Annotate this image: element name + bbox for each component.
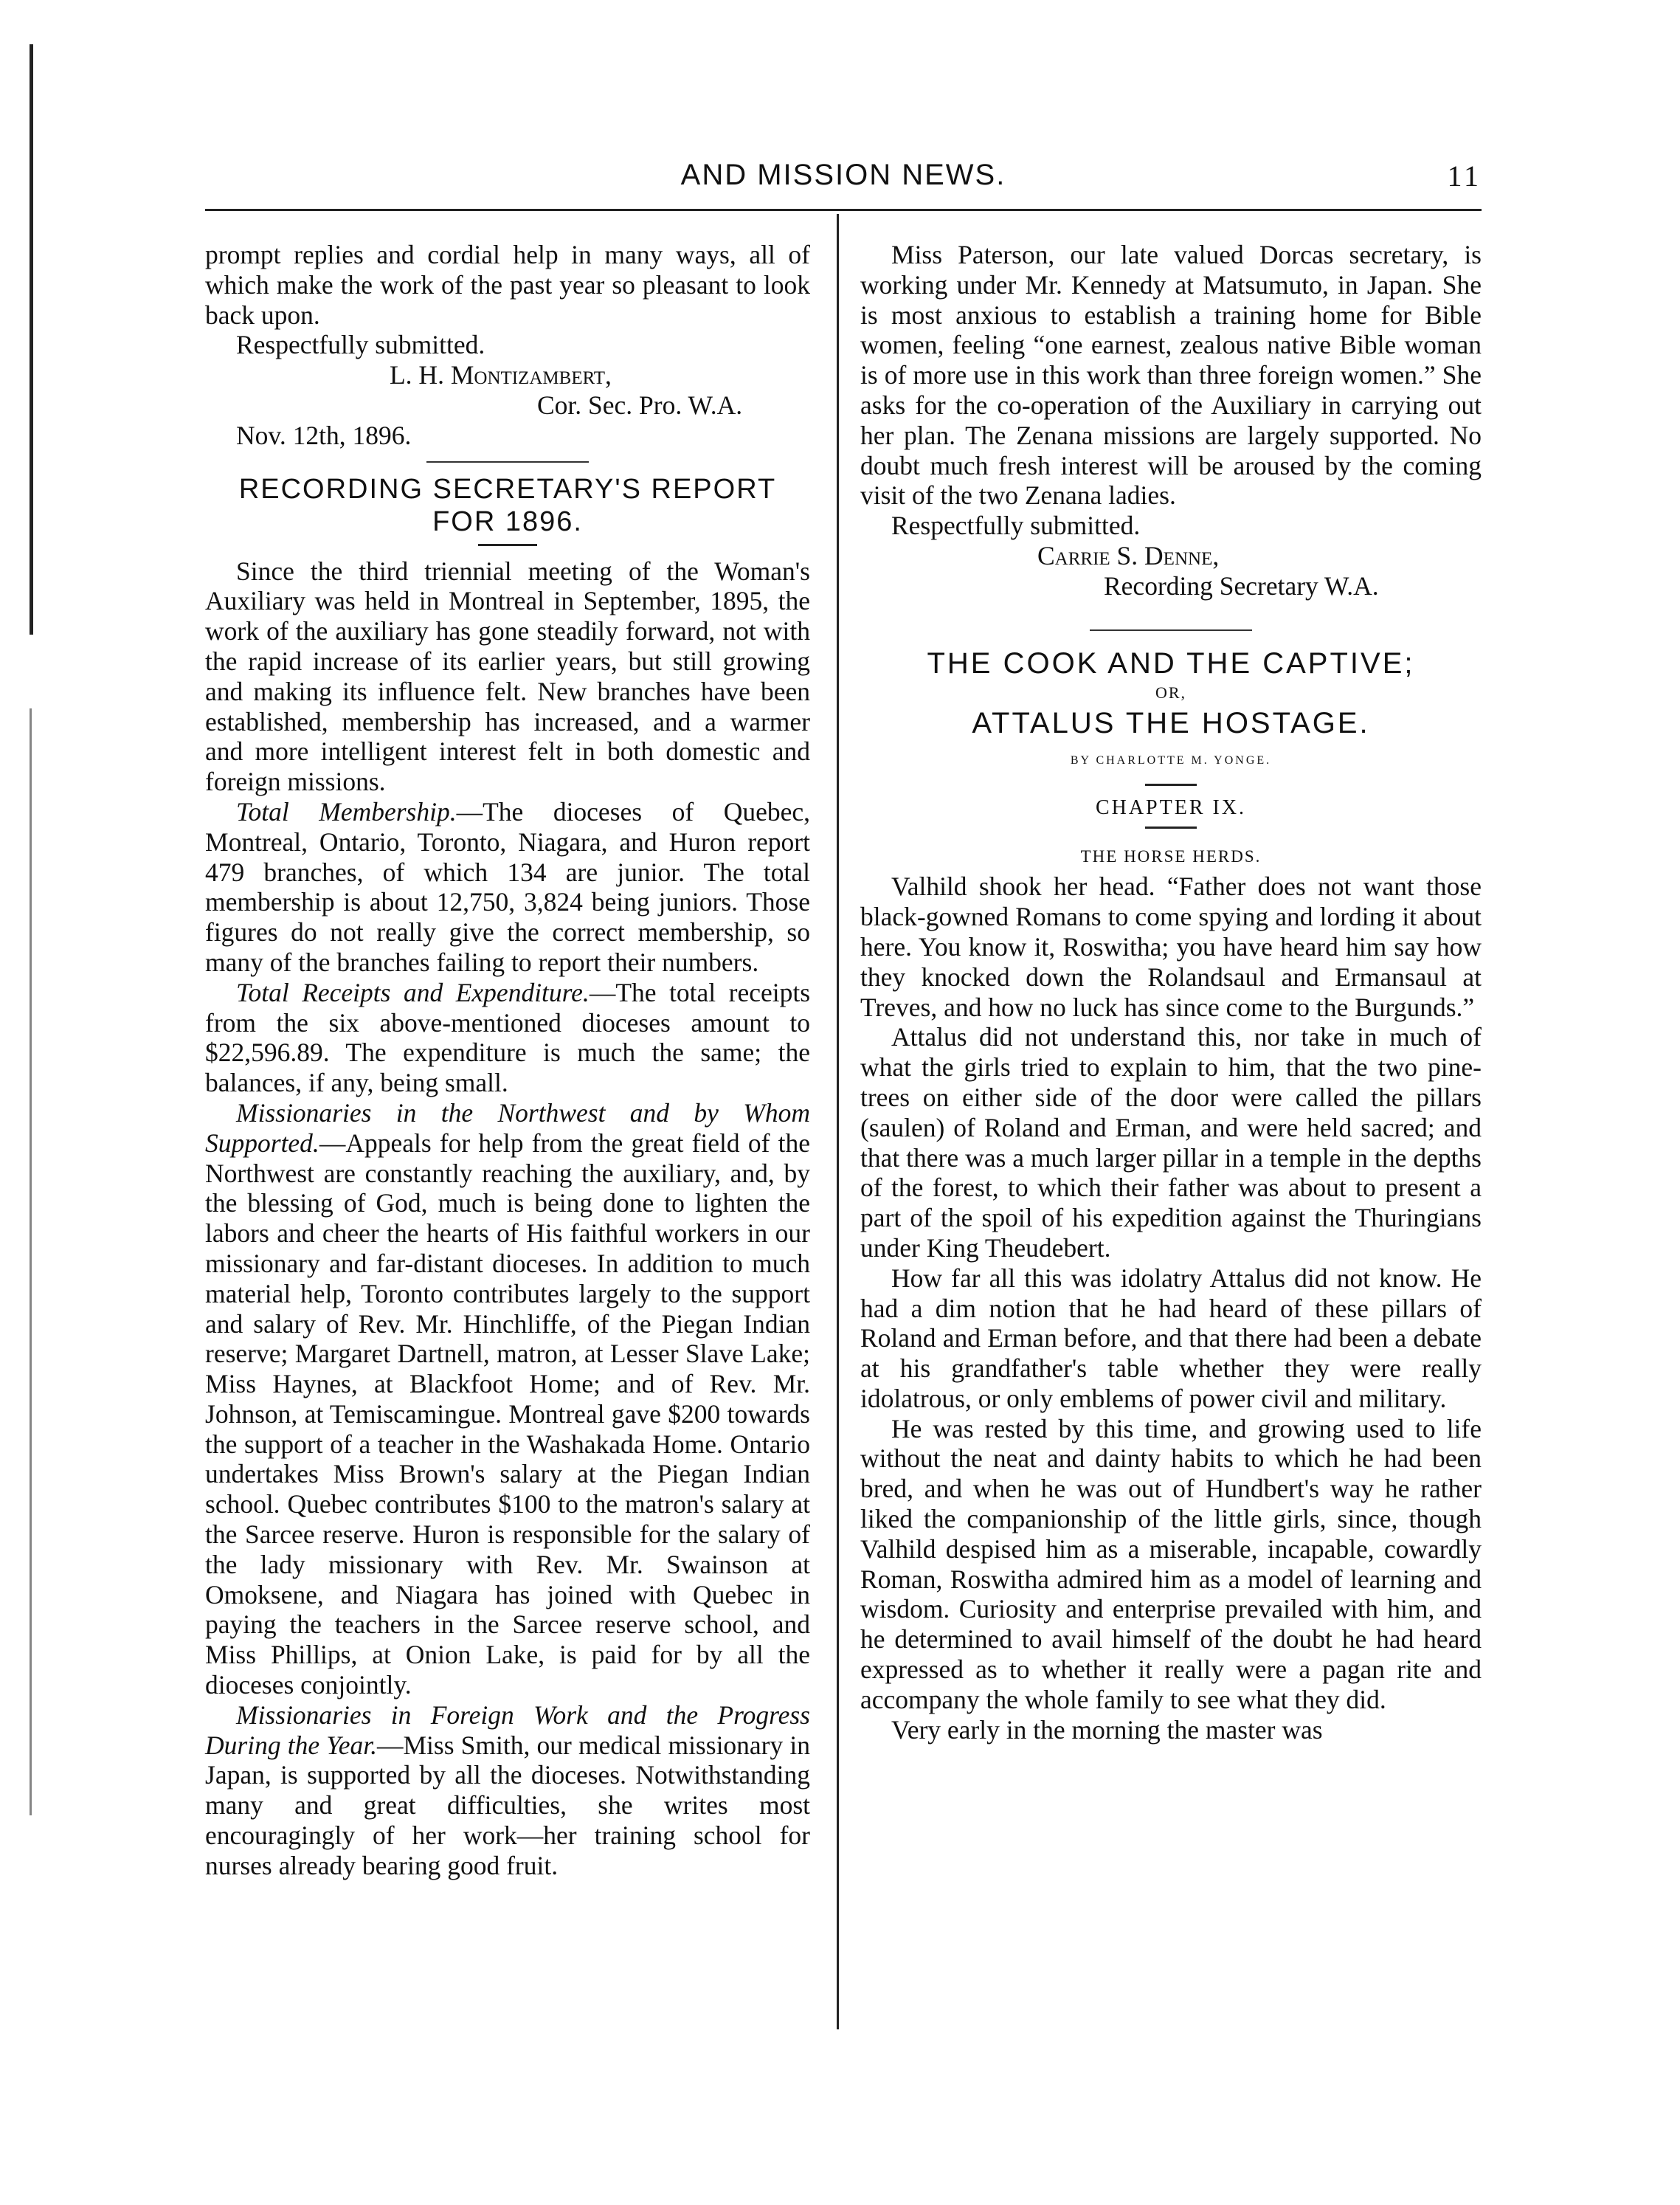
paragraph-text: —The dioceses of Quebec, Montreal, Ontario, Toronto, Niagara, and Huron report 479 branches, of which 134 are junior. The total membership is about 12,750, 3,824 being juniors. Those figures do not really give the correct membership, so many of the branches failing to report their numbers. bbox=[205, 796, 810, 977]
paragraph: prompt replies and cordial help in many ways, all of which make the work of the past year so pleasant to look back upon. bbox=[205, 240, 810, 330]
run-in-heading: Missionaries in Foreign Work and the Progress During the Year. bbox=[205, 1700, 810, 1760]
heading-rule bbox=[478, 544, 537, 546]
report-date: Nov. 12th, 1896. bbox=[236, 420, 412, 450]
signature-title: Cor. Sec. Pro. W.A. bbox=[537, 390, 743, 420]
closing-line: Respectfully submitted. bbox=[891, 511, 1141, 541]
page-number: 11 bbox=[1447, 159, 1482, 193]
section-rule bbox=[1090, 629, 1252, 631]
run-in-heading: Total Membership. bbox=[236, 796, 457, 827]
chapter-section-title: THE HORSE HERDS. bbox=[1080, 846, 1262, 866]
signature-name: Carrie S. Denne, bbox=[1037, 540, 1220, 570]
run-in-heading: Missionaries in the Northwest and by Whom Supported. bbox=[205, 1097, 810, 1158]
paragraph bbox=[205, 978, 810, 1098]
paragraph: He was rested by this time, and growing used to life without the neat and dainty habits to which he had been bred, and when he was out of Hundbert's way he rather liked the companionship of the little girls, since, though Valhild despised him as a miserable, incapable, cowardly Roman, Roswitha admired him as a model of learning and wisdom. Curiosity and enterprise prevailed with him, and he determined to avail himself of the doubt he had heard expressed as to whether it really were a pagan rite and accompany the whole family to see what they did. bbox=[860, 1413, 1482, 1714]
paragraph-text: —Miss Smith, our medical missionary in Japan, is supported by all the dioceses. Notwithstanding many and great difficulties, she writes most encouragingly of her work—her training school for nurses already bearing good fruit. bbox=[205, 1730, 811, 1880]
paragraph: How far all this was idolatry Attalus did not know. He had a dim notion that he had heard of these pillars of Roland and Erman before, and that there had been a debate at his grandfather's table whether they were really idolatrous, or only emblems of power civil and military. bbox=[860, 1263, 1482, 1413]
chapter-rule bbox=[1145, 827, 1197, 829]
header-rule bbox=[205, 209, 1482, 211]
right-column bbox=[860, 240, 1482, 1745]
paragraph: Attalus did not understand this, nor take in much of what the girls tried to explain to him, that the two pine-trees on either side of the door were called the pillars (saulen) of Roland and Erman, and were held sacred; and that there was a much larger pillar in a temple in the depths of the forest, to which their father was about to present a part of the spoil of his expedition against the Thuringians under King Theudebert. bbox=[860, 1022, 1482, 1263]
left-column bbox=[205, 240, 810, 1881]
column-divider bbox=[837, 214, 839, 2029]
paragraph-text: —The total receipts from the six above-mentioned dioceses amount to $22,596.89. The expenditure is much the same; the balances, if any, being small. bbox=[205, 977, 811, 1098]
running-header bbox=[205, 159, 1482, 203]
story-or: OR, bbox=[1155, 683, 1187, 703]
signature-name: L. H. Montizambert, bbox=[390, 360, 612, 390]
run-in-heading: Total Receipts and Expenditure. bbox=[236, 977, 590, 1007]
closing-line: Respectfully submitted. bbox=[236, 330, 485, 360]
paragraph: Very early in the morning the master was bbox=[891, 1714, 1323, 1745]
paragraph: Valhild shook her head. “Father does not want those black-gowned Romans to come spying and lording it about here. You know it, Roswitha; you have heard him say how they knocked down the Rolandsaul and Ermansaul at Treves, and how no luck has since come to the Burgunds.” bbox=[860, 872, 1482, 1022]
signature-title: Recording Secretary W.A. bbox=[1104, 570, 1379, 601]
page-edge-rule-lower bbox=[30, 708, 32, 1815]
byline: BY CHARLOTTE M. YONGE. bbox=[1070, 753, 1272, 767]
running-title: AND MISSION NEWS. bbox=[680, 159, 1006, 191]
chapter-heading: CHAPTER IX. bbox=[1095, 796, 1247, 819]
byline-rule bbox=[1145, 784, 1197, 786]
section-heading: RECORDING SECRETARY'S REPORT FOR 1896. bbox=[238, 473, 777, 537]
story-title: THE COOK AND THE CAPTIVE; bbox=[927, 646, 1415, 680]
paragraph bbox=[205, 1700, 810, 1881]
section-rule bbox=[426, 461, 589, 463]
story-subtitle: ATTALUS THE HOSTAGE. bbox=[972, 707, 1370, 740]
paragraph bbox=[205, 1098, 810, 1700]
page-edge-rule bbox=[30, 44, 33, 635]
paragraph bbox=[205, 797, 810, 978]
paragraph-text: —Appeals for help from the great field of the Northwest are constantly reaching the auxiliary, and, by the blessing of God, much is being done to lighten the labors and cheer the hearts of His faithful workers in our missionary and far-distant dioceses. In addition to much material help, Toronto contributes largely to the support and salary of Rev. Mr. Hinchliffe, of the Piegan Indian reserve; Margaret Dartnell, matron, at Lesser Slave Lake; Miss Haynes, at Blackfoot Home; and of Rev. Mr. Johnson, at Temiscamingue. Montreal gave $200 towards the support of a teacher in the Washakada Home. Ontario undertakes Miss Brown's salary at the Piegan Indian school. Quebec contributes $100 to the matron's salary at the Sarcee reserve. Huron is responsible for the salary of the lady missionary with Rev. Mr. Swainson at Omoksene, and Niagara has joined with Quebec in paying the teachers in the Sarcee reserve school, and Miss Phillips, at Onion Lake, is paid for by all the dioceses conjointly. bbox=[205, 1128, 810, 1700]
paragraph: Miss Paterson, our late valued Dorcas secretary, is working under Mr. Kennedy at Matsumuto, in Japan. She is most anxious to establish a training home for Bible women, feeling “one earnest, zealous native Bible woman is of more use in this work than three foreign women.” She asks for the co-operation of the Auxiliary in carrying out her plan. The Zenana missions are largely supported. No doubt much fresh interest will be aroused by the coming visit of the two Zenana ladies. bbox=[860, 240, 1482, 511]
paragraph: Since the third triennial meeting of the Woman's Auxiliary was held in Montreal in September, 1895, the work of the auxiliary has gone steadily forward, not with the rapid increase of its earlier years, but still growing and making its influence felt. New branches have been established, membership has increased, and a warmer and more intelligent interest felt in both domestic and foreign missions. bbox=[205, 556, 810, 797]
